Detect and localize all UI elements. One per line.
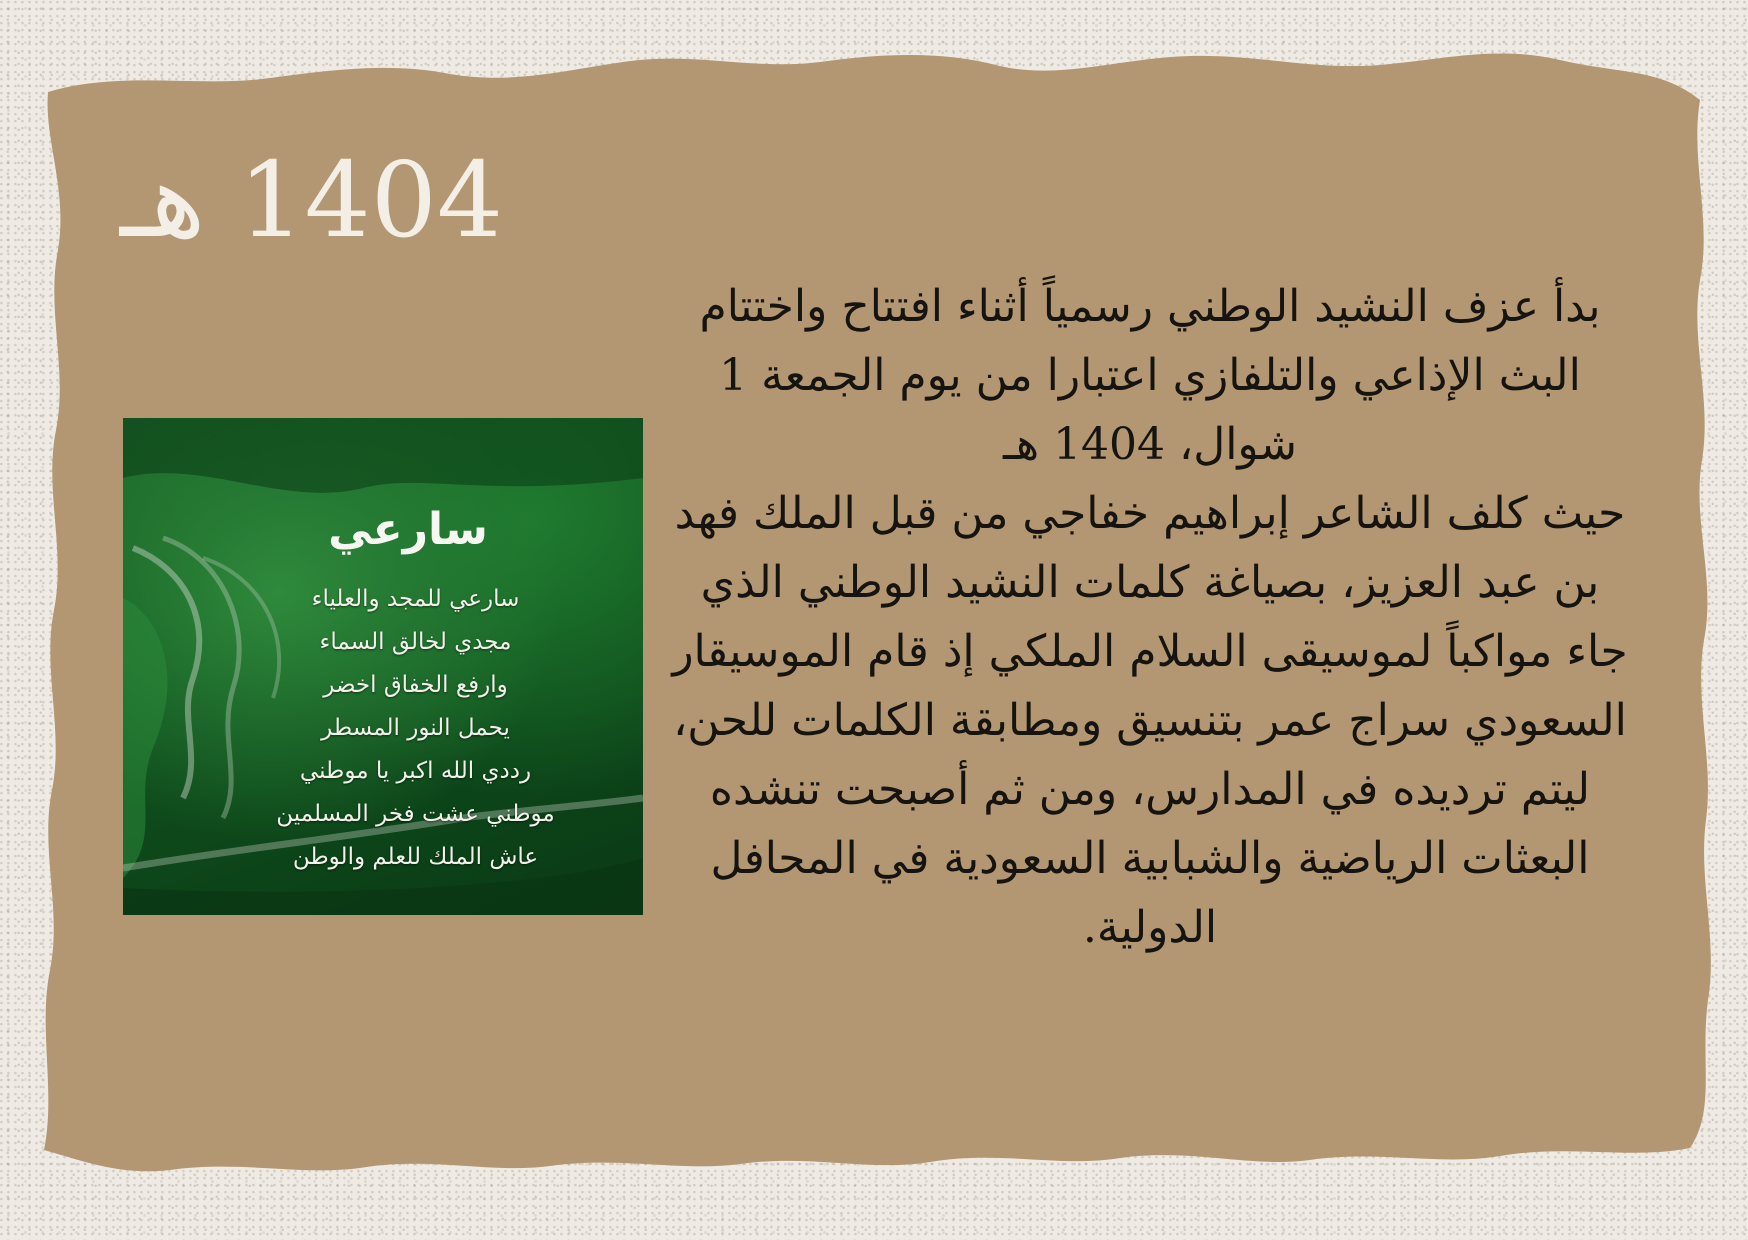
paragraph-history: حيث كلف الشاعر إبراهيم خفاجي من قبل الملك فهد بن عبد العزيز، بصياغة كلمات النشيد الوطني الذي جاء مواكباً لموسيقى السلام الملكي إذ قام الموسيقار السعودي سراج عمر بتنسيق ومطابقة الكلمات للحن، ليتم ترديده في المدارس، ومن ثم أصبحت تنشده البعثات الرياضية والشبابية السعودية في المحافل الدولية.: [672, 488, 1628, 953]
anthem-lyrics: [223, 578, 608, 879]
lyric-line: يحمل النور المسطر: [321, 715, 510, 741]
lyric-line: عاش الملك للعلم والوطن: [292, 844, 539, 870]
paragraph-broadcast: بدأ عزف النشيد الوطني رسمياً أثناء افتتاح واختتام البث الإذاعي والتلفازي اعتبارا من يوم الجمعة 1 شوال، 1404 هـ: [699, 281, 1601, 470]
lyric-line: وارفع الخفاق اخضر: [323, 672, 508, 698]
body-text: [670, 272, 1630, 1092]
lyric-line: موطني عشت فخر المسلمين: [276, 801, 555, 827]
lyric-line: سارعي للمجد والعلياء: [311, 586, 520, 612]
year-title: 1404 هـ: [120, 139, 504, 261]
lyric-line: رددي الله اكبر يا موطني: [299, 758, 532, 784]
anthem-image: [123, 418, 643, 915]
anthem-title: سارعي: [328, 504, 488, 555]
lyric-line: مجدي لخالق السماء: [319, 629, 512, 655]
